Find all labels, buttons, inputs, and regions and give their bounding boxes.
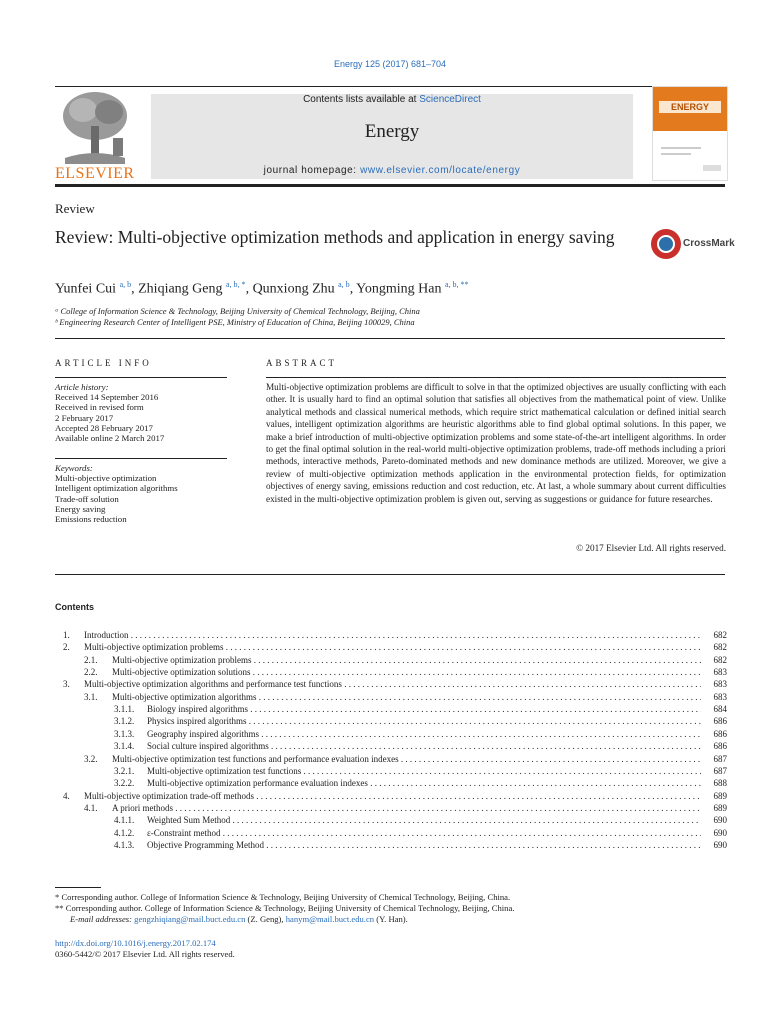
toc-title[interactable]: ε-Constraint method . . .: [147, 827, 701, 839]
toc-page-number[interactable]: 684: [713, 704, 727, 715]
toc-entry[interactable]: [55, 728, 727, 740]
author-affiliation-marks[interactable]: a, b, *: [226, 280, 246, 289]
cover-line: [661, 147, 701, 149]
affiliation-b: ᵇ Engineering Research Center of Intelligent PSE, Ministry of Education of China, Beijing 100029, China: [55, 317, 415, 327]
toc-page-number[interactable]: 683: [713, 679, 727, 690]
toc-entry[interactable]: [55, 802, 727, 814]
toc-entry[interactable]: [55, 753, 727, 765]
keyword: Multi-objective optimization: [55, 473, 157, 484]
toc-page-number[interactable]: 686: [713, 716, 727, 727]
toc-title[interactable]: Multi-objective optimization problems . . .: [112, 654, 701, 666]
toc-number: 4.1.1.: [114, 815, 135, 826]
toc-page-number[interactable]: 690: [713, 827, 727, 838]
issn-copyright: 0360-5442/© 2017 Elsevier Ltd. All rights reserved.: [55, 949, 235, 959]
toc-page-number[interactable]: 683: [713, 667, 727, 678]
toc-title[interactable]: Multi-objective optimization problems . . .: [84, 641, 701, 653]
author-affiliation-marks[interactable]: a, b: [338, 280, 350, 289]
header-top-rule: [55, 86, 725, 87]
cover-publisher-mark: [703, 165, 721, 171]
toc-entry[interactable]: [55, 827, 727, 839]
toc-number: 3.1.: [84, 691, 98, 702]
toc-page-number[interactable]: 682: [713, 630, 727, 640]
toc-number: 3.1.2.: [114, 716, 135, 727]
toc-page-number[interactable]: 689: [713, 790, 727, 801]
history-item: Received in revised form: [55, 402, 144, 413]
author-affiliation-marks[interactable]: a, b: [119, 280, 132, 289]
toc-title[interactable]: Multi-objective optimization trade-off methods . . .: [84, 790, 701, 802]
toc-title[interactable]: Multi-objective optimization test functions . . .: [147, 765, 701, 777]
author-name[interactable]: Yunfei Cui: [55, 281, 117, 297]
history-item: Accepted 28 February 2017: [55, 422, 153, 433]
toc-number: 3.2.: [84, 753, 98, 764]
toc-entry[interactable]: [55, 678, 727, 690]
toc-entry[interactable]: [55, 703, 727, 715]
history-label: Article history:: [55, 382, 109, 392]
toc-entry[interactable]: [55, 715, 727, 727]
author-name[interactable]: Zhiqiang Geng: [138, 281, 223, 297]
author-affiliation-marks[interactable]: a, b, **: [444, 280, 469, 289]
toc-page-number[interactable]: 683: [713, 691, 727, 702]
cover-line: [661, 153, 691, 155]
toc-entry[interactable]: [55, 790, 727, 802]
toc-title[interactable]: Multi-objective optimization test functions and performance evaluation indexes . . .: [112, 753, 701, 765]
section-rule: [55, 338, 725, 339]
toc-number: 1.: [63, 630, 70, 640]
abstract-copyright: © 2017 Elsevier Ltd. All rights reserved.: [576, 543, 726, 553]
toc-number: 3.1.4.: [114, 741, 135, 752]
toc-number: 2.2.: [84, 667, 98, 678]
toc-entry[interactable]: [55, 839, 727, 851]
journal-citation[interactable]: Energy 125 (2017) 681–704: [333, 59, 447, 69]
toc-page-number[interactable]: 682: [713, 654, 727, 665]
toc-title[interactable]: Multi-objective optimization algorithms . . .: [112, 691, 701, 703]
keywords-rule: [55, 458, 227, 459]
keywords-label: Keywords:: [55, 463, 93, 473]
contents-availability: Contents lists available at ScienceDirect: [303, 94, 481, 105]
footnote-emails: E-mail addresses: gengzhiqiang@mail.buct.edu.cn (Z. Geng), hanym@mail.buct.edu.cn (Y. Han).: [70, 914, 408, 924]
crossmark-label[interactable]: CrossMark: [683, 238, 735, 249]
article-title: Review: Multi-objective optimization methods and application in energy saving: [55, 227, 615, 247]
toc-number: 4.1.3.: [114, 839, 135, 850]
sciencedirect-link[interactable]: ScienceDirect: [419, 94, 481, 105]
abstract-rule: [266, 377, 726, 378]
toc-number: 2.: [63, 642, 70, 653]
abstract-heading: ABSTRACT: [266, 358, 338, 368]
footnote-rule: [55, 887, 101, 888]
toc-number: 3.1.1.: [114, 704, 135, 715]
toc-page-number[interactable]: 690: [713, 839, 727, 850]
email-link[interactable]: hanym@mail.buct.edu.cn: [285, 914, 375, 924]
article-history: [55, 382, 227, 443]
homepage-link[interactable]: www.elsevier.com/locate/energy: [360, 165, 521, 176]
elsevier-wordmark[interactable]: ELSEVIER: [55, 165, 135, 182]
toc-entry[interactable]: [55, 654, 727, 666]
journal-name: Energy: [364, 121, 420, 142]
contents-heading: Contents: [55, 602, 94, 612]
journal-homepage: journal homepage: www.elsevier.com/locate/energy: [263, 165, 521, 176]
toc-page-number[interactable]: 686: [713, 741, 727, 752]
footnote-corresponding-2: ** Corresponding author. College of Information Science & Technology, Beijing University of Chemical Technology, Beijing, China.: [55, 903, 515, 913]
toc-number: 3.2.2.: [114, 778, 135, 789]
keyword: Trade-off solution: [55, 493, 119, 504]
toc-page-number[interactable]: 690: [713, 815, 727, 826]
history-item: Available online 2 March 2017: [55, 433, 165, 444]
toc-title[interactable]: Weighted Sum Method . . .: [147, 814, 701, 826]
abstract-text: Multi-objective optimization problems are difficult to solve in that the optimized objectives are usually conflicting with each other. It is usually hard to find an optimal solution that satisfies all objectives from the mathematical point of view. Unlike analytical methods and classical numerical methods, which require strict mathematical calculation or defined initial search values, intelligent optimization algorithms are heuristic algorithms able to find global optimal solutions. In this paper, we make a brief introduction of multi-objective optimization problems and some state-of-the-art intelligent algorithms. In order to get the final optimal solution in the real-world multi-objective optimization problems, trade-off methods including a priori methods, interactive methods, Pareto-dominated methods and new dominance methods are utilized. Moreover, we give a review of multi-objective optimization methods application in the environmental protection fields, for optimization objectives of energy saving, emissions reduction and cost reduction, etc. At last, a whole summary about current difficulties existed in the multi-objective optimization problem is given out, serving as suggestions or guidance for future researches.: [266, 382, 726, 504]
author-list: Yunfei Cui $^{a, b}$, Zhiqiang Geng $^{a, b, *}$, Qunxiong Zhu $^{a, b}$, Yongming Han $^{a, b, **}$: [55, 280, 469, 297]
keyword: Emissions reduction: [55, 514, 127, 525]
toc-title[interactable]: Physics inspired algorithms . . .: [147, 715, 701, 727]
email-link[interactable]: gengzhiqiang@mail.buct.edu.cn: [134, 914, 246, 924]
toc-page-number[interactable]: 689: [713, 802, 727, 813]
toc-entry[interactable]: [55, 691, 727, 703]
toc-page-number[interactable]: 687: [713, 753, 727, 764]
history-item: 2 February 2017: [55, 412, 114, 423]
toc-entry[interactable]: [55, 814, 727, 826]
article-type: Review: [55, 201, 95, 216]
journal-cover-thumbnail[interactable]: [652, 86, 728, 181]
toc-title[interactable]: A priori methods . . .: [112, 802, 701, 814]
toc-title[interactable]: Social culture inspired algorithms . . .: [147, 740, 701, 752]
toc-number: 4.: [63, 790, 70, 801]
toc-page-number[interactable]: 686: [713, 728, 727, 739]
toc-number: 3.2.1.: [114, 765, 135, 776]
toc-entry[interactable]: [55, 629, 727, 641]
history-item: Received 14 September 2016: [55, 392, 159, 403]
toc-title[interactable]: Objective Programming Method . . .: [147, 839, 701, 851]
toc-number: 2.1.: [84, 654, 98, 665]
toc-entry[interactable]: [55, 777, 727, 789]
toc-title[interactable]: Multi-objective optimization performance evaluation indexes . . .: [147, 777, 701, 789]
toc-number: 3.1.3.: [114, 728, 135, 739]
footnote-corresponding-1: * Corresponding author. College of Information Science & Technology, Beijing University of Chemical Technology, Beijing, China.: [55, 892, 511, 902]
toc-title[interactable]: Geography inspired algorithms . . .: [147, 728, 701, 740]
author-name[interactable]: Qunxiong Zhu: [252, 281, 335, 297]
toc-number: 4.1.2.: [114, 827, 135, 838]
email-label: E-mail addresses:: [70, 914, 132, 924]
header-bottom-rule: [55, 184, 725, 187]
keywords: [55, 463, 227, 524]
elsevier-tree-logo: [55, 88, 135, 166]
doi-link[interactable]: http://dx.doi.org/10.1016/j.energy.2017.02.174: [55, 938, 216, 948]
keyword: Energy saving: [55, 503, 106, 514]
author-name[interactable]: Yongming Han: [356, 281, 442, 297]
toc-entry[interactable]: [55, 641, 727, 653]
toc-page-number[interactable]: 682: [713, 642, 727, 653]
toc-title[interactable]: Multi-objective optimization solutions . . .: [112, 666, 701, 678]
affiliation-a: ᵃ College of Information Science & Technology, Beijing University of Chemical Technology, Beijing, China: [55, 306, 420, 316]
toc-page-number[interactable]: 687: [713, 765, 727, 776]
toc-title[interactable]: Introduction . . .: [84, 629, 701, 641]
toc-entry[interactable]: [55, 666, 727, 678]
toc-entry[interactable]: [55, 740, 727, 752]
article-info-rule: [55, 377, 227, 378]
keyword: Intelligent optimization algorithms: [55, 483, 178, 494]
toc-title[interactable]: Multi-objective optimization algorithms and performance test functions . . .: [84, 678, 701, 690]
crossmark-inner-icon: [657, 235, 675, 253]
toc-page-number[interactable]: 688: [713, 778, 727, 789]
article-info-heading: ARTICLE INFO: [55, 358, 152, 368]
toc-number: 4.1.: [84, 802, 98, 813]
cover-title: ENERGY: [659, 101, 721, 113]
toc-number: 3.: [63, 679, 70, 690]
toc-title[interactable]: Biology inspired algorithms . . .: [147, 703, 701, 715]
toc-entry[interactable]: [55, 765, 727, 777]
section-rule: [55, 574, 725, 575]
